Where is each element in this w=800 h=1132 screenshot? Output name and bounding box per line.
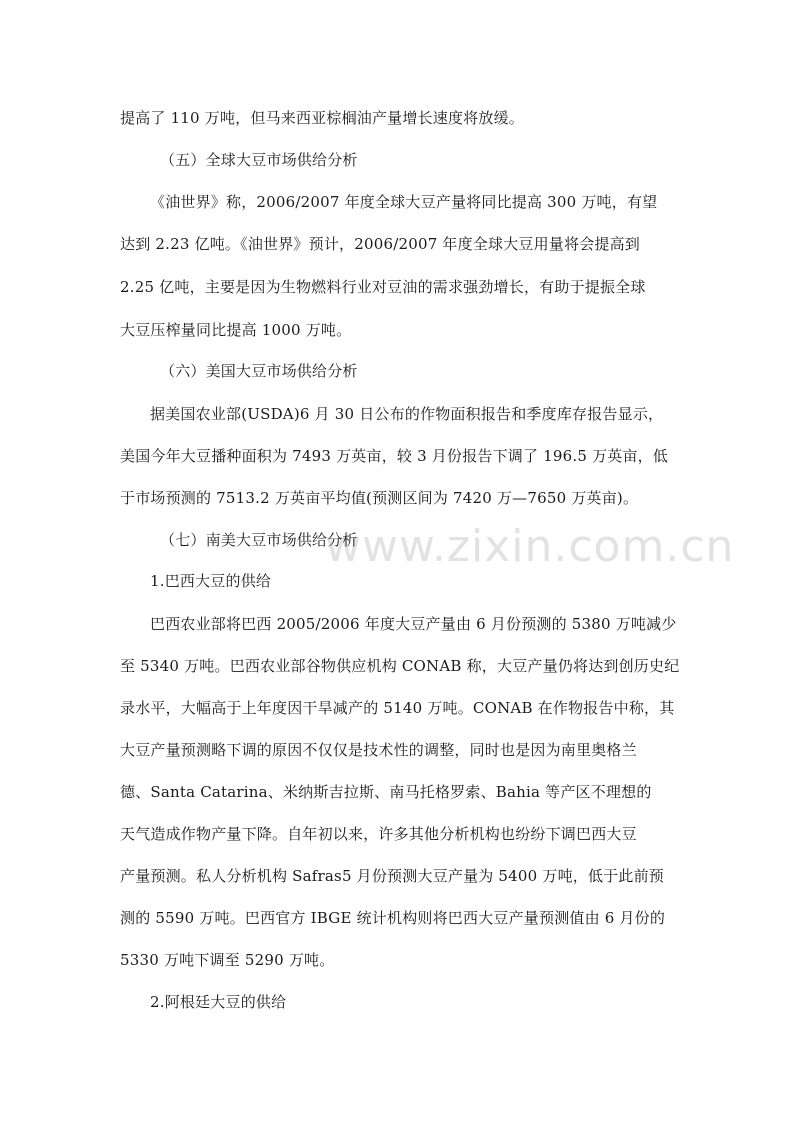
section-heading-6: （六）美国大豆市场供给分析 (160, 362, 358, 380)
paragraph-line: 达到 2.23 亿吨。《油世界》预计，2006/2007 年度全球大豆用量将会提高到 (120, 235, 641, 253)
paragraph-line: 2.25 亿吨，主要是因为生物燃料行业对豆油的需求强劲增长，有助于提振全球 (120, 278, 646, 296)
paragraph-line: 《油世界》称，2006/2007 年度全球大豆产量将同比提高 300 万吨，有望 (150, 193, 658, 211)
paragraph-line: 至 5340 万吨。巴西农业部谷物供应机构 CONAB 称，大豆产量仍将达到创历史纪 (120, 657, 680, 675)
paragraph-line: 美国今年大豆播种面积为 7493 万英亩，较 3 月份报告下调了 196.5 万英亩，低 (120, 447, 669, 465)
paragraph-line: 产量预测。私人分析机构 Safras5 月份预测大豆产量为 5400 万吨，低于此前预 (120, 867, 664, 885)
paragraph-line: 德、Santa Catarina、米纳斯吉拉斯、南马托格罗索、Bahia 等产区不理想的 (120, 783, 652, 801)
subsection-heading-argentina: 2.阿根廷大豆的供给 (150, 993, 287, 1011)
subsection-heading-brazil: 1.巴西大豆的供给 (150, 572, 272, 590)
paragraph-line: 大豆压榨量同比提高 1000 万吨。 (120, 321, 352, 339)
paragraph-line: 大豆产量预测略下调的原因不仅仅是技术性的调整，同时也是因为南里奥格兰 (120, 741, 637, 759)
section-heading-5: （五）全球大豆市场供给分析 (160, 151, 358, 169)
paragraph-line: 测的 5590 万吨。巴西官方 IBGE 统计机构则将巴西大豆产量预测值由 6 月份的 (120, 909, 666, 927)
paragraph-line: 据美国农业部(USDA)6 月 30 日公布的作物面积报告和季度库存报告显示， (150, 405, 664, 423)
paragraph-line: 5330 万吨下调至 5290 万吨。 (120, 951, 335, 969)
paragraph-line: 巴西农业部将巴西 2005/2006 年度大豆产量由 6 月份预测的 5380 万吨减少 (150, 615, 677, 633)
paragraph-line: 于市场预测的 7513.2 万英亩平均值(预测区间为 7420 万—7650 万英亩)。 (120, 489, 639, 507)
watermark: www.zixin.com.cn (325, 521, 735, 572)
paragraph-line: 天气造成作物产量下降。自年初以来，许多其他分析机构也纷纷下调巴西大豆 (120, 825, 637, 843)
section-heading-7: （七）南美大豆市场供给分析 (160, 531, 358, 549)
paragraph-line: 提高了 110 万吨，但马来西亚棕榈油产量增长速度将放缓。 (120, 109, 524, 127)
paragraph-line: 录水平，大幅高于上年度因干旱减产的 5140 万吨。CONAB 在作物报告中称，其 (120, 699, 675, 717)
